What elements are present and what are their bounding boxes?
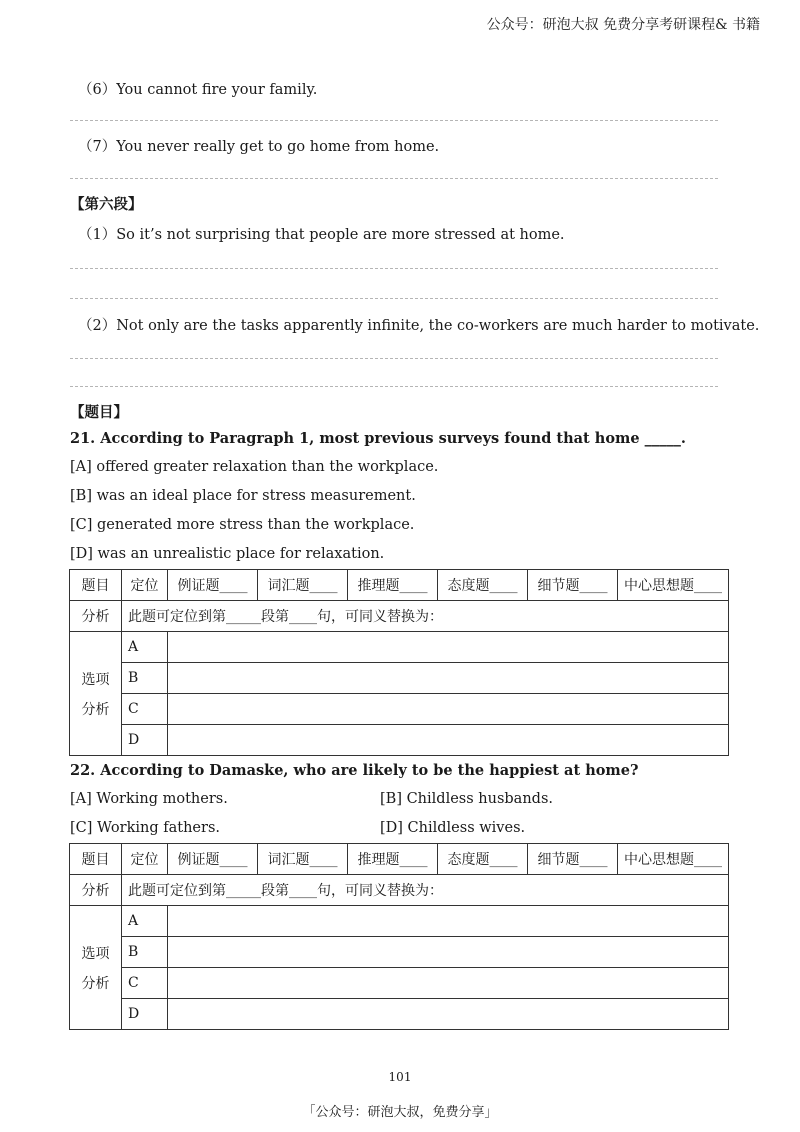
answer-cell[interactable] [168, 663, 729, 694]
sentence-7: （7）You never really get to go home from home. [78, 139, 440, 155]
type-cell: 态度题____ [438, 844, 528, 875]
type-cell: 态度题____ [438, 570, 528, 601]
type-cell: 词汇题____ [258, 570, 348, 601]
questions-heading: 【题目】 [70, 404, 128, 421]
q21-analysis-table [69, 569, 729, 756]
label-line: 分析 [81, 701, 110, 718]
q22-stem: 22. According to Damaske, who are likely to be the happiest at home? [70, 762, 639, 779]
label-line: 选项 [81, 945, 110, 962]
type-cell: 中心思想题____ [618, 570, 729, 601]
q21-option-b: [B] was an ideal place for stress measurement. [70, 488, 416, 504]
footer-note: 「公众号：研泡大叔，免费分享」 [302, 1105, 498, 1120]
option-letter: C [122, 968, 168, 999]
option-letter: A [122, 906, 168, 937]
type-cell: 定位 [122, 570, 168, 601]
type-cell: 细节题____ [528, 570, 618, 601]
label-cell: 分析 [70, 601, 122, 632]
answer-cell[interactable] [168, 632, 729, 663]
option-letter: A [122, 632, 168, 663]
answer-line [70, 268, 718, 269]
label-cell: 分析 [70, 875, 122, 906]
answer-cell[interactable] [168, 999, 729, 1030]
q22-option-a: [A] Working mothers. [70, 791, 228, 807]
type-cell: 推理题____ [348, 570, 438, 601]
label-cell: 题目 [70, 570, 122, 601]
q21-stem: 21. According to Paragraph 1, most previous surveys found that home _____. [70, 430, 686, 447]
locate-text: 此题可定位到第_____段第____句，可同义替换为： [122, 875, 729, 906]
answer-line [70, 178, 718, 179]
answer-cell[interactable] [168, 725, 729, 756]
q22-option-c: [C] Working fathers. [70, 820, 220, 836]
option-analysis-label [70, 906, 122, 1030]
type-cell: 词汇题____ [258, 844, 348, 875]
type-cell: 细节题____ [528, 844, 618, 875]
answer-line [70, 298, 718, 299]
answer-cell[interactable] [168, 968, 729, 999]
answer-line [70, 120, 718, 121]
option-letter: B [122, 937, 168, 968]
q22-option-b: [B] Childless husbands. [380, 791, 553, 807]
label-line: 分析 [81, 975, 110, 992]
sentence-6: （6）You cannot fire your family. [78, 82, 318, 98]
header-note: 公众号：研泡大叔 免费分享考研课程& 书籍 [486, 17, 760, 33]
answer-line [70, 386, 718, 387]
q21-option-a: [A] offered greater relaxation than the workplace. [70, 459, 439, 475]
type-cell: 中心思想题____ [618, 844, 729, 875]
label-cell: 题目 [70, 844, 122, 875]
section6-sentence-1: （1）So it’s not surprising that people are more stressed at home. [78, 227, 565, 243]
q21-option-c: [C] generated more stress than the workplace. [70, 517, 415, 533]
type-cell: 推理题____ [348, 844, 438, 875]
answer-cell[interactable] [168, 937, 729, 968]
option-analysis-label [70, 632, 122, 756]
locate-text: 此题可定位到第_____段第____句，可同义替换为： [122, 601, 729, 632]
q22-option-d: [D] Childless wives. [380, 820, 526, 836]
type-cell: 例证题____ [168, 844, 258, 875]
q21-option-d: [D] was an unrealistic place for relaxation. [70, 546, 385, 562]
q22-analysis-table [69, 843, 729, 1030]
option-letter: C [122, 694, 168, 725]
page-number: 101 [388, 1070, 412, 1084]
type-cell: 例证题____ [168, 570, 258, 601]
answer-cell[interactable] [168, 906, 729, 937]
answer-line [70, 358, 718, 359]
label-line: 选项 [81, 671, 110, 688]
option-letter: D [122, 725, 168, 756]
option-letter: D [122, 999, 168, 1030]
section-6-heading: 【第六段】 [70, 196, 143, 213]
option-letter: B [122, 663, 168, 694]
answer-cell[interactable] [168, 694, 729, 725]
type-cell: 定位 [122, 844, 168, 875]
section6-sentence-2: （2）Not only are the tasks apparently infinite, the co-workers are much harder to motivate. [78, 318, 760, 334]
